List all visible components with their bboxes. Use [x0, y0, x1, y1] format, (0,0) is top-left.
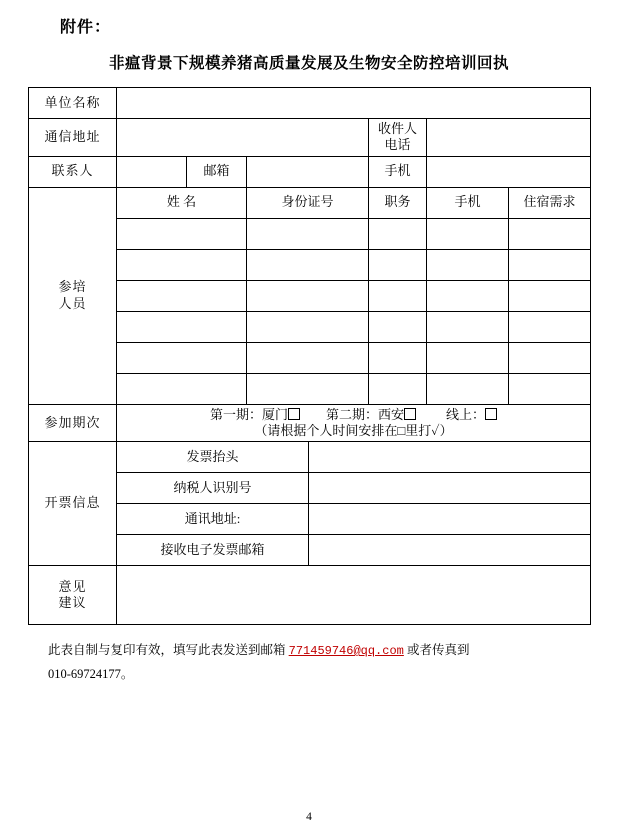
invoice-row-label: 发票抬头	[117, 442, 309, 473]
document-page	[0, 14, 618, 837]
trainee-id[interactable]	[247, 373, 369, 404]
trainee-position[interactable]	[369, 373, 427, 404]
checkbox-online[interactable]	[485, 408, 497, 420]
trainee-position[interactable]	[369, 249, 427, 280]
invoice-row-value[interactable]	[309, 504, 591, 535]
trainee-accommodation[interactable]	[509, 311, 591, 342]
period-option-2-label: 第二期：西安	[325, 406, 404, 422]
trainee-id[interactable]	[247, 311, 369, 342]
trainee-name[interactable]	[117, 342, 247, 373]
trainees-header-position: 职务	[369, 187, 427, 218]
page-number: 4	[306, 811, 312, 823]
trainee-mobile[interactable]	[427, 249, 509, 280]
table-row-suggestion	[29, 566, 591, 625]
invoice-row-value[interactable]	[309, 535, 591, 566]
trainee-accommodation[interactable]	[509, 280, 591, 311]
table-row-trainees-header	[29, 187, 591, 218]
recipient-phone-label-line1: 收件人	[377, 121, 417, 136]
trainee-name[interactable]	[117, 249, 247, 280]
table-row-period	[29, 404, 591, 442]
trainee-name[interactable]	[117, 373, 247, 404]
trainees-header-name: 姓 名	[117, 187, 247, 218]
contact-value[interactable]	[117, 156, 187, 187]
period-option-2[interactable]	[326, 407, 416, 422]
trainees-header-id: 身份证号	[247, 187, 369, 218]
registration-form-table	[28, 87, 591, 625]
address-value[interactable]	[117, 119, 369, 157]
footer-note-line2: 010-69724177。	[48, 666, 134, 681]
invoice-row-label: 接收电子发票邮箱	[117, 535, 309, 566]
footer-note-line1	[48, 639, 590, 663]
trainee-accommodation[interactable]	[509, 218, 591, 249]
suggestion-label-line1: 意见	[58, 578, 87, 594]
trainee-position[interactable]	[369, 342, 427, 373]
recipient-phone-label	[369, 119, 427, 157]
trainee-accommodation[interactable]	[509, 249, 591, 280]
mobile-label: 手机	[369, 156, 427, 187]
trainee-position[interactable]	[369, 311, 427, 342]
unit-name-value[interactable]	[117, 88, 591, 119]
footer-note	[28, 639, 590, 687]
suggestion-value[interactable]	[117, 566, 591, 625]
trainees-label-line1: 参培	[58, 279, 87, 295]
trainee-accommodation[interactable]	[509, 342, 591, 373]
email-label: 邮箱	[187, 156, 247, 187]
contact-label: 联系人	[29, 156, 117, 187]
trainee-name[interactable]	[117, 280, 247, 311]
table-row-address	[29, 119, 591, 157]
contact-email-link[interactable]: 771459746@qq.com	[288, 644, 404, 658]
period-options	[117, 404, 591, 442]
trainees-label	[29, 187, 117, 404]
period-label: 参加期次	[29, 404, 117, 442]
attachment-label: 附件：	[60, 19, 112, 36]
trainee-accommodation[interactable]	[509, 373, 591, 404]
invoice-label: 开票信息	[29, 442, 117, 566]
table-row-invoice-title	[29, 442, 591, 473]
footer-note-part1: 此表自制与复印有效，填写此表发送到邮箱	[48, 643, 289, 657]
trainee-mobile[interactable]	[427, 311, 509, 342]
trainee-name[interactable]	[117, 218, 247, 249]
period-options-line	[120, 407, 587, 423]
recipient-phone-label-line2: 电话	[384, 137, 411, 153]
invoice-row-value[interactable]	[309, 473, 591, 504]
mobile-value[interactable]	[427, 156, 591, 187]
trainee-mobile[interactable]	[427, 342, 509, 373]
checkbox-xian[interactable]	[404, 408, 416, 420]
email-value[interactable]	[247, 156, 369, 187]
trainees-label-line2: 人员	[58, 295, 87, 311]
page-title: 非瘟背景下规模养猪高质量发展及生物安全防控培训回执	[108, 55, 509, 72]
recipient-phone-value[interactable]	[427, 119, 591, 157]
suggestion-label	[29, 566, 117, 625]
trainees-header-accommodation: 住宿需求	[509, 187, 591, 218]
trainee-id[interactable]	[247, 342, 369, 373]
suggestion-label-line2: 建议	[58, 595, 87, 610]
trainee-position[interactable]	[369, 218, 427, 249]
trainee-position[interactable]	[369, 280, 427, 311]
trainee-id[interactable]	[247, 218, 369, 249]
invoice-row-label: 通讯地址:	[117, 504, 309, 535]
footer-note-part2: 或者传真到	[403, 643, 470, 657]
table-row-unit-name	[29, 88, 591, 119]
checkbox-xiamen[interactable]	[288, 408, 300, 420]
trainee-id[interactable]	[247, 249, 369, 280]
invoice-row-label: 纳税人识别号	[117, 473, 309, 504]
period-option-1[interactable]	[210, 407, 300, 422]
trainee-name[interactable]	[117, 311, 247, 342]
unit-name-label: 单位名称	[29, 88, 117, 119]
invoice-row-value[interactable]	[309, 442, 591, 473]
trainees-header-mobile: 手机	[427, 187, 509, 218]
period-option-3-label: 线上：	[446, 406, 486, 422]
period-option-3[interactable]	[446, 407, 497, 422]
address-label: 通信地址	[29, 119, 117, 157]
trainee-mobile[interactable]	[427, 218, 509, 249]
trainee-mobile[interactable]	[427, 373, 509, 404]
period-option-1-label: 第一期：厦门	[209, 406, 288, 422]
trainee-id[interactable]	[247, 280, 369, 311]
trainee-mobile[interactable]	[427, 280, 509, 311]
period-note: （请根据个人时间安排在□里打✓）	[254, 422, 453, 438]
table-row-contact	[29, 156, 591, 187]
